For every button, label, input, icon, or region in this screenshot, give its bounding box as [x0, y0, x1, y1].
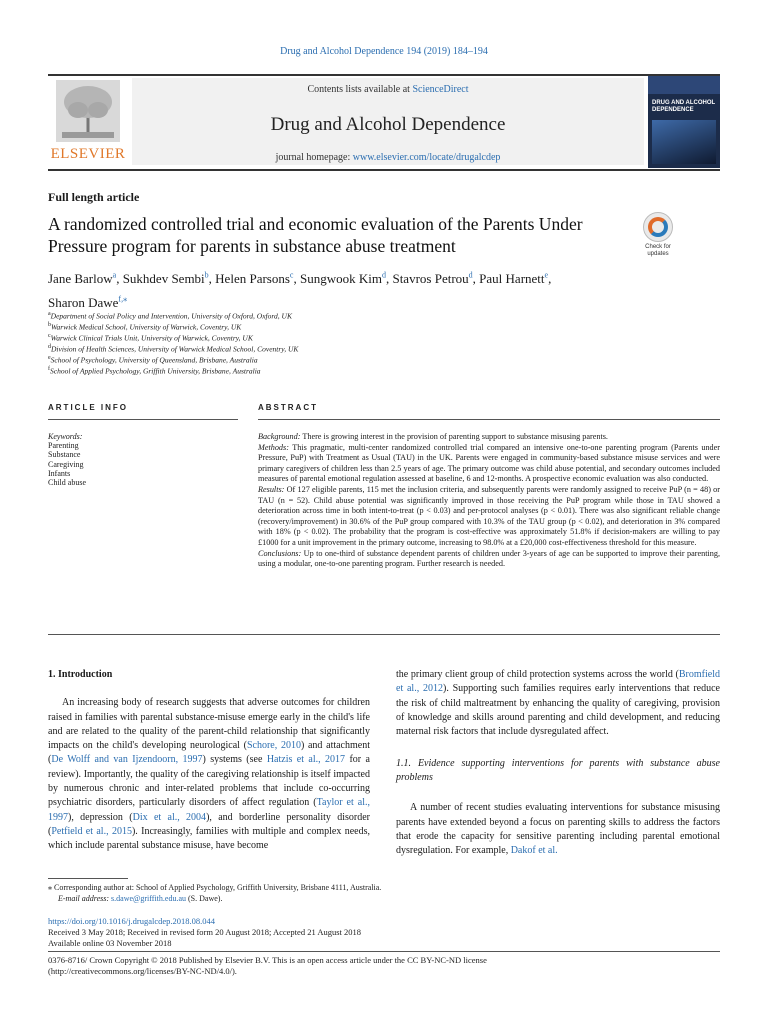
keywords-block: [48, 432, 218, 487]
author[interactable]: [123, 271, 215, 286]
ref-hatzis[interactable]: Hatzis et al., 2017: [266, 754, 346, 766]
affiliation-item: [48, 321, 688, 332]
ref-dix[interactable]: Dix et al., 2004: [132, 811, 207, 823]
affiliation-item: [48, 343, 688, 354]
author-affiliation-marker[interactable]: b: [204, 271, 209, 280]
crossmark-icon: [643, 212, 673, 242]
author-name: Sukhdev Sembi: [122, 271, 205, 287]
keyword-item: Caregiving: [48, 459, 84, 469]
cover-image: [652, 120, 716, 164]
keywords-heading: Keywords:: [48, 432, 83, 441]
contents-line: [132, 84, 644, 95]
keywords-list: [48, 441, 218, 487]
author-name: Jane Barlow: [48, 271, 113, 287]
elsevier-wordmark: ELSEVIER: [50, 146, 126, 162]
affiliation-text: Warwick Clinical Trials Unit, University of Warwick, Coventry, UK: [50, 333, 253, 343]
author-affiliation-marker[interactable]: d: [468, 271, 473, 280]
author-name: Stavros Petrou: [392, 271, 469, 287]
affiliation-item: [48, 354, 688, 365]
keyword-item: Infants: [48, 468, 71, 478]
introduction-heading: 1. Introduction: [48, 669, 113, 680]
crossmark-label: Check for updates: [645, 244, 671, 257]
affiliation-item: [48, 310, 688, 321]
footnote-rule: [48, 878, 128, 879]
affiliation-list: [48, 310, 688, 377]
author-separator: ,: [116, 271, 123, 287]
author[interactable]: [215, 271, 300, 286]
ref-de-wolff[interactable]: De Wolff and van Ijzendoorn, 1997: [51, 754, 203, 766]
body-right-column: [396, 668, 720, 859]
author-name: Sharon Dawe: [48, 294, 119, 310]
keyword-item: Substance: [48, 450, 81, 460]
cover-band: [648, 76, 720, 94]
author-name: Sungwook Kim: [299, 271, 382, 287]
license-url[interactable]: (http://creativecommons.org/licenses/BY-NC-ND/4.0/).: [48, 966, 237, 977]
author[interactable]: [300, 271, 392, 286]
elsevier-tree-icon: [56, 80, 120, 142]
abstract-heading: ABSTRACT: [258, 403, 318, 412]
affiliation-text: Department of Social Policy and Intervention, University of Oxford, Oxford, UK: [50, 311, 292, 321]
introduction-paragraph-1: An increasing body of research suggests that adverse outcomes for children raised in families with parental substance-misuse emerge early in the child's life and are related to the quality of the parent-child relationship that significantly impacts on the child's developing neurological (Schore, 2010) and attachment (De Wolff and van Ijzendoorn, 1997) systems (see Hatzis et al., 2017 for a review). Importantly, the quality of the caregiving relationship is itself impacted by numerous chronic and inter-related problems that include co-occurring psychiatric disorders, particularly disorders of affect regulation (Taylor et al., 1997), depression (Dix et al., 2004), and borderline personality disorder (Petfield et al., 2015). Increasingly, families with multiple and complex needs, which include parental substance misuse, have become: [48, 697, 370, 852]
affiliation-text: School of Psychology, University of Queensland, Brisbane, Australia: [50, 355, 258, 365]
elsevier-logo: [48, 80, 128, 166]
author[interactable]: [392, 271, 479, 286]
homepage-prefix: journal homepage:: [275, 152, 353, 163]
author-affiliation-marker[interactable]: a: [112, 271, 117, 280]
affiliation-text: Warwick Medical School, University of Warwick, Coventry, UK: [51, 322, 242, 332]
author-separator: ,: [385, 271, 393, 287]
author-separator: ,: [548, 271, 552, 287]
author[interactable]: [48, 271, 123, 286]
abstract-background: Background: There is growing interest in the provision of parenting support to substance misusing parents.: [258, 432, 608, 441]
author-affiliation-marker[interactable]: f,⁎: [118, 294, 128, 304]
author-separator: ,: [472, 271, 480, 287]
cover-title: DRUG AND ALCOHOL DEPENDENCE: [652, 100, 716, 113]
author-separator: ,: [208, 271, 216, 287]
masthead-top-rule: [48, 74, 720, 76]
article-title: [48, 213, 648, 257]
title-line-2: Pressure program for parents in substance abuse treatment: [48, 236, 456, 256]
email-line: E-mail address: s.dawe@griffith.edu.au (S. Dawe).: [58, 893, 223, 903]
affiliation-marker: b: [48, 322, 51, 329]
affiliation-text: School of Applied Psychology, Griffith University, Brisbane, Australia: [50, 366, 261, 376]
article-metadata: [48, 916, 720, 977]
keyword-item: Parenting: [48, 441, 79, 451]
ref-bromfield[interactable]: Bromfield et al., 2012: [396, 669, 720, 695]
affiliation-text: Division of Health Sciences, University of Warwick Medical School, Coventry, UK: [51, 344, 299, 354]
author-affiliation-marker[interactable]: c: [289, 271, 294, 280]
author-affiliation-marker[interactable]: d: [381, 271, 386, 280]
abstract-methods: Methods: This pragmatic, multi-center randomized controlled trial compared an intensive one-to-one parenting program (Parents under Pressure, PuP) with Treatment as Usual (TAU) in the UK. Parents were engaged in community-based substance misuse services and were primary caregivers of children less than 2.5 years of age. The primary outcome was child abuse potential, and secondary outcomes included measures of parental emotional regulation assessed at baseline, 6 and 12-months. A prospective economic evaluation was also conducted.: [258, 442, 720, 484]
body-left-column: [48, 668, 370, 854]
ref-petfield[interactable]: Petfield et al., 2015: [51, 825, 132, 837]
abstract-results: Results: Of 127 eligible parents, 115 met the inclusion criteria, and subsequently parents were randomly assigned to receive PuP (n = 48) or TAU (n = 52). Child abuse potential was significantly improved in those receiving the PuP program while those in TAU showed a deterioration across time in both intent-to-treat (p < 0.03) and per-protocol analyses (p < 0.01). There was also significant reliable change (recovery/improvement) in 30.6% of the PuP group compared with 10.3% of the TAU group (p < 0.02), and deterioration in 3% compared with 18% (p < 0.02). The probability that the program is cost-effective was approximately 51.8% if decision-makers are willing to pay £1000 for a unit improvement in the primary outcome, increasing to 98.0% at a £20,000 cost-effectiveness threshold for this measure.: [258, 484, 720, 547]
abstract-conclusions: Conclusions: Up to one-third of substance dependent parents of children under 3-years of age can be supported to improve their parenting, using a modular, one-to-one parenting program. Further research is needed.: [258, 548, 720, 569]
ref-schore[interactable]: Schore, 2010: [246, 740, 301, 752]
received-dates: Received 3 May 2018; Received in revised form 20 August 2018; Accepted 21 August 2018: [48, 926, 362, 937]
author[interactable]: [479, 271, 551, 286]
author[interactable]: [48, 295, 127, 310]
affiliation-marker: e: [48, 355, 51, 362]
affiliation-item: [48, 365, 688, 376]
affiliation-marker: c: [48, 333, 51, 340]
journal-cover-thumbnail[interactable]: [648, 76, 720, 168]
journal-homepage-link[interactable]: www.elsevier.com/locate/drugalcdep: [352, 152, 501, 163]
article-info-rule: [48, 419, 238, 420]
keyword-item: Child abuse: [48, 478, 86, 488]
affiliation-marker: f: [48, 366, 50, 373]
check-for-updates-badge[interactable]: [640, 212, 676, 258]
corresponding-author-footnote: [48, 883, 720, 904]
subsection-heading: 1.1. Evidence supporting interventions for parents with substance abuse problems: [396, 758, 720, 784]
masthead-center: [132, 78, 644, 165]
contents-prefix: Contents lists available at: [307, 84, 413, 95]
subsection-paragraph-1: A number of recent studies evaluating interventions for substance misusing parents have extended beyond a focus on parenting skills to address the factors that erode the capacity for sensitive parenting including parental emotional dysregulation. For example, Dakof et al.: [396, 802, 720, 857]
abstract-bottom-rule: [48, 634, 720, 635]
author-separator: ,: [293, 271, 300, 287]
affiliation-marker: d: [48, 344, 51, 351]
affiliation-marker: a: [48, 311, 51, 317]
abstract-body: [258, 432, 720, 570]
introduction-paragraph-1-continued: the primary client group of child protection systems across the world (Bromfield et al., 2012). Supporting such families requires early interventions that reduce the risk of child maltreatment by enhancing the quality of caregiving, provision of knowledge and skills around parenting and child development, and reducing maternal risk factors that include dysregulated affect.: [396, 669, 720, 738]
copyright-line: 0376-8716/ Crown Copyright © 2018 Published by Elsevier B.V. This is an open access article under the CC BY-NC-ND license: [48, 955, 487, 966]
title-line-1: A randomized controlled trial and economic evaluation of the Parents Under: [48, 214, 583, 234]
journal-citation[interactable]: Drug and Alcohol Dependence 194 (2019) 184–194: [280, 46, 488, 57]
author-name: Paul Harnett: [479, 271, 545, 287]
available-online: Available online 03 November 2018: [48, 937, 172, 948]
article-info-heading: ARTICLE INFO: [48, 403, 128, 412]
abstract-rule: [258, 419, 720, 420]
masthead-bottom-rule: [48, 169, 720, 171]
article-type: Full length article: [48, 190, 140, 204]
author-email-link[interactable]: s.dawe@griffith.edu.au: [111, 893, 187, 903]
journal-masthead: [48, 74, 720, 171]
author-list: [48, 266, 688, 313]
ref-taylor[interactable]: Taylor et al., 1997: [48, 797, 370, 823]
doi-link[interactable]: https://doi.org/10.1016/j.drugalcdep.2018.08.044: [48, 916, 215, 926]
journal-name: Drug and Alcohol Dependence: [270, 114, 506, 135]
homepage-line: [132, 152, 644, 163]
author-affiliation-marker[interactable]: e: [544, 271, 549, 280]
sciencedirect-link[interactable]: ScienceDirect: [412, 84, 469, 95]
author-name: Helen Parsons: [215, 271, 290, 287]
affiliation-item: [48, 332, 688, 343]
ref-dakof[interactable]: Dakof et al.: [510, 845, 558, 857]
copyright-rule: [48, 951, 720, 952]
corresponding-author: ⁎ Corresponding author at: School of Applied Psychology, Griffith University, Brisbane 4111, Australia.: [48, 883, 382, 892]
